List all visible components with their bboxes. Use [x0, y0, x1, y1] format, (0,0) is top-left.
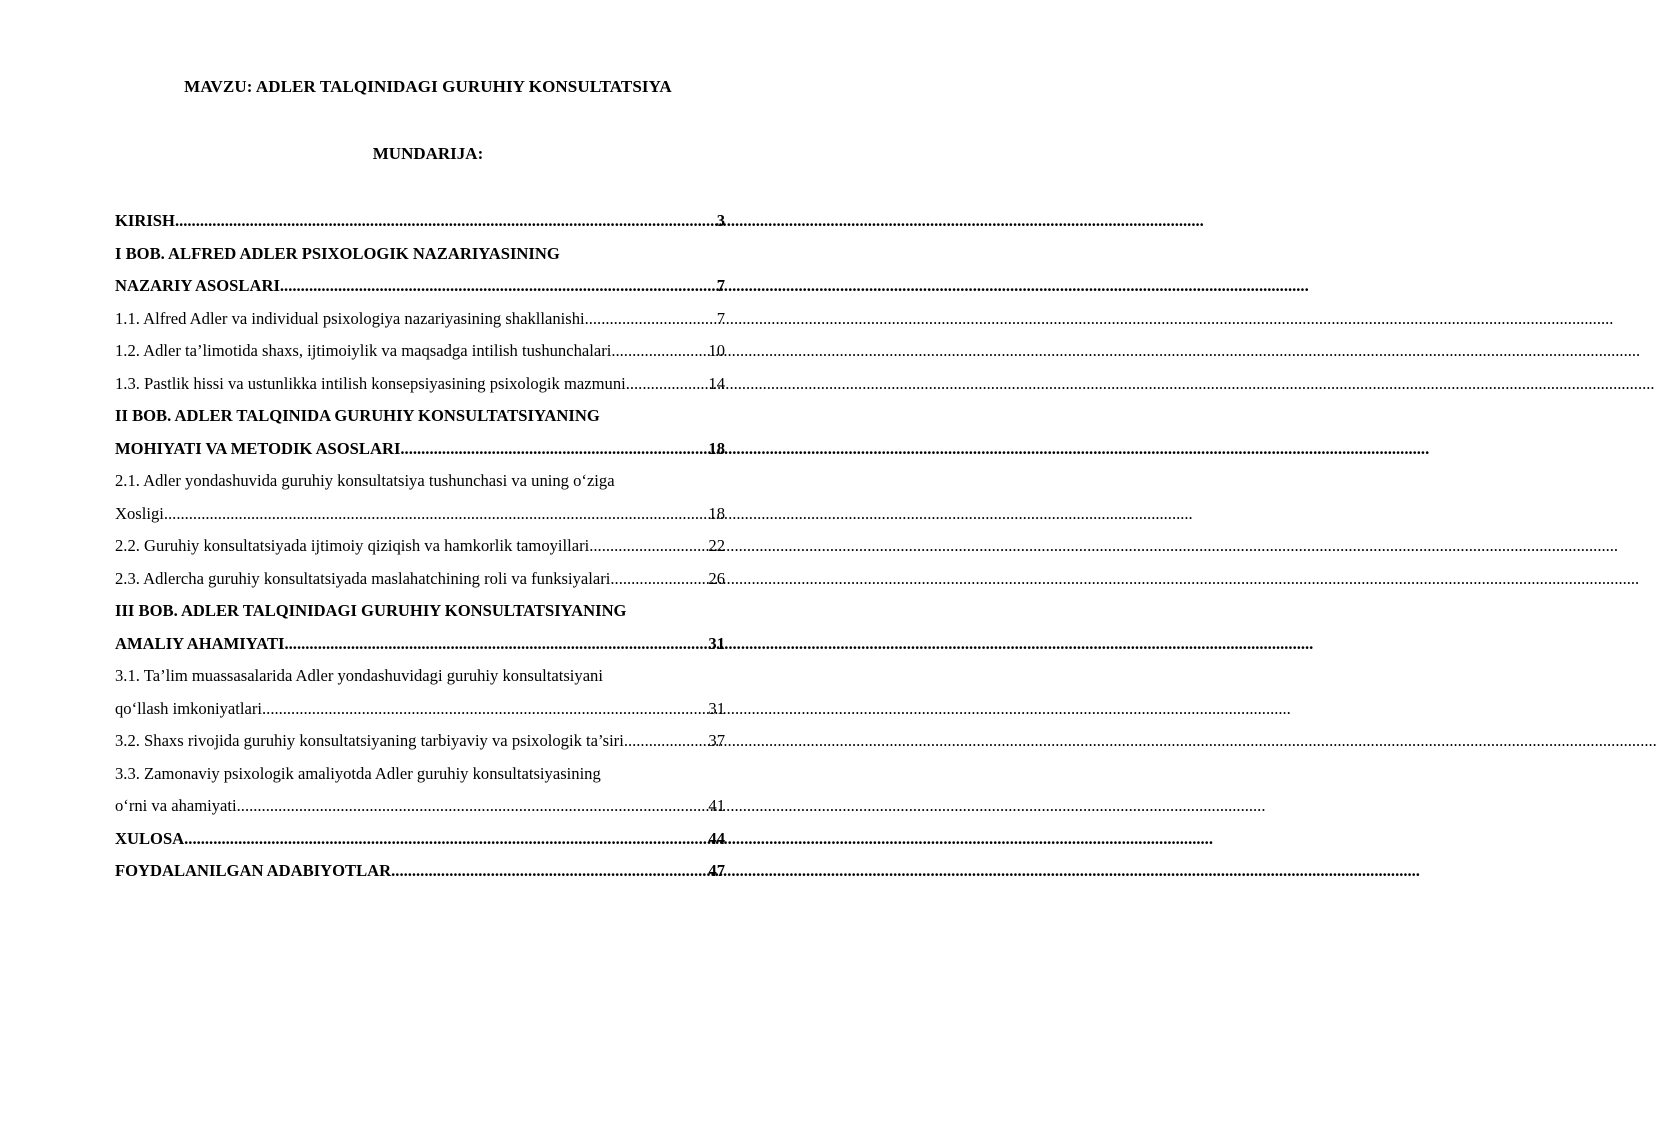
toc-entry	[115, 303, 725, 336]
toc-page-number: 14	[708, 373, 725, 393]
document-title: MAVZU: ADLER TALQINIDAGI GURUHIY KONSULTATSIYA	[184, 77, 672, 96]
toc-entry-text: 3.1. Ta’lim muassasalarida Adler yondashuvidagi guruhiy konsultatsiyani	[115, 666, 603, 685]
toc-page-number: 47	[708, 861, 725, 880]
toc-dot-leader	[585, 303, 717, 336]
toc-entry-text: FOYDALANILGAN ADABIYOTLAR	[115, 861, 392, 880]
toc-dot-leader	[589, 530, 708, 563]
toc-entry-text: KIRISH	[115, 211, 175, 230]
toc-entry	[115, 400, 725, 433]
toc-entry-text: AMALIY AHAMIYATI	[115, 633, 285, 653]
toc-entry-text: I BOB. ALFRED ADLER PSIXOLOGIK NAZARIYASINING	[115, 243, 560, 263]
toc-entry	[115, 498, 725, 531]
toc-entry	[115, 693, 725, 726]
toc-entry	[115, 628, 725, 661]
toc-dot-leader	[400, 433, 708, 466]
toc-entry	[115, 335, 725, 368]
toc-dot-leader	[391, 855, 708, 888]
toc-entry	[115, 465, 725, 498]
toc-dot-leader	[262, 693, 708, 726]
toc-dot-leader	[164, 498, 709, 531]
toc-dot-leader	[280, 270, 717, 303]
toc-entry	[115, 563, 725, 596]
contents-heading: MUNDARIJA:	[372, 144, 484, 163]
toc-entry-text: II BOB. ADLER TALQINIDA GURUHIY KONSULTATSIYANING	[115, 406, 600, 425]
toc-entry-text: 1.1. Alfred Adler va individual psixologiya nazariyasining shakllanishi	[115, 308, 585, 328]
toc-page-number: 18	[708, 438, 725, 458]
toc-entry-text: MOHIYATI VA METODIK ASOSLARI	[115, 438, 401, 458]
toc-entry-text: 3.2. Shaxs rivojida guruhiy konsultatsiyaning tarbiyaviy va psixologik ta’siri.	[115, 731, 628, 750]
toc-page-number: 7	[716, 276, 725, 295]
toc-page-number: 3	[716, 211, 725, 230]
toc-page-number: 31	[708, 633, 725, 653]
toc-dot-leader	[610, 563, 708, 596]
table-of-contents	[115, 205, 725, 888]
toc-entry	[115, 270, 725, 303]
toc-entry-text: III BOB. ADLER TALQINIDAGI GURUHIY KONSULTATSIYANING	[115, 601, 627, 620]
toc-page-number: 37	[708, 731, 725, 750]
toc-page-number: 26	[708, 568, 725, 588]
toc-page-number: 7	[716, 308, 725, 328]
toc-dot-leader	[175, 205, 717, 238]
toc-entry	[115, 660, 725, 693]
toc-dot-leader	[611, 335, 708, 368]
toc-entry-text: 2.3. Adlercha guruhiy konsultatsiyada maslahatchining roli va funksiyalari	[115, 568, 611, 588]
toc-entry-text: NAZARIY ASOSLARI	[115, 276, 280, 295]
toc-entry	[115, 368, 725, 401]
toc-entry	[115, 238, 725, 271]
toc-dot-leader	[626, 368, 709, 401]
toc-entry-text: o‘rni va ahamiyati	[115, 796, 237, 815]
toc-page-number: 31	[708, 698, 725, 718]
toc-page-number: 18	[708, 503, 725, 523]
toc-page-number: 44	[708, 828, 725, 848]
toc-entry-text: 2.2. Guruhiy konsultatsiyada ijtimoiy qiziqish va hamkorlik tamoyillari	[115, 536, 590, 555]
toc-entry	[115, 530, 725, 563]
toc-page-number: 22	[708, 536, 725, 555]
toc-dot-leader	[285, 628, 709, 661]
toc-entry-text: 3.3. Zamonaviy psixologik amaliyotda Adler guruhiy konsultatsiyasining	[115, 763, 601, 783]
toc-entry	[115, 855, 725, 888]
toc-entry-text: Xosligi	[115, 503, 164, 523]
toc-entry	[115, 758, 725, 791]
toc-entry	[115, 725, 725, 758]
toc-entry	[115, 433, 725, 466]
toc-page-number: 41	[708, 796, 725, 815]
toc-entry	[115, 595, 725, 628]
toc-page-number: 10	[708, 341, 725, 360]
toc-entry	[115, 205, 725, 238]
toc-entry-text: XULOSA	[115, 828, 185, 848]
document-page	[0, 0, 800, 1131]
toc-entry	[115, 823, 725, 856]
toc-dot-leader	[237, 790, 709, 823]
toc-entry-text: 2.1. Adler yondashuvida guruhiy konsultatsiya tushunchasi va uning o‘ziga	[115, 471, 615, 490]
toc-entry-text: 1.2. Adler ta’limotida shaxs, ijtimoiylik va maqsadga intilish tushunchalari	[115, 341, 612, 360]
toc-dot-leader	[628, 725, 708, 758]
toc-entry	[115, 790, 725, 823]
toc-dot-leader	[184, 823, 708, 856]
toc-entry-text: qo‘llash imkoniyatlari	[115, 698, 263, 718]
toc-entry-text: 1.3. Pastlik hissi va ustunlikka intilish konsepsiyasining psixologik mazmuni	[115, 373, 626, 393]
